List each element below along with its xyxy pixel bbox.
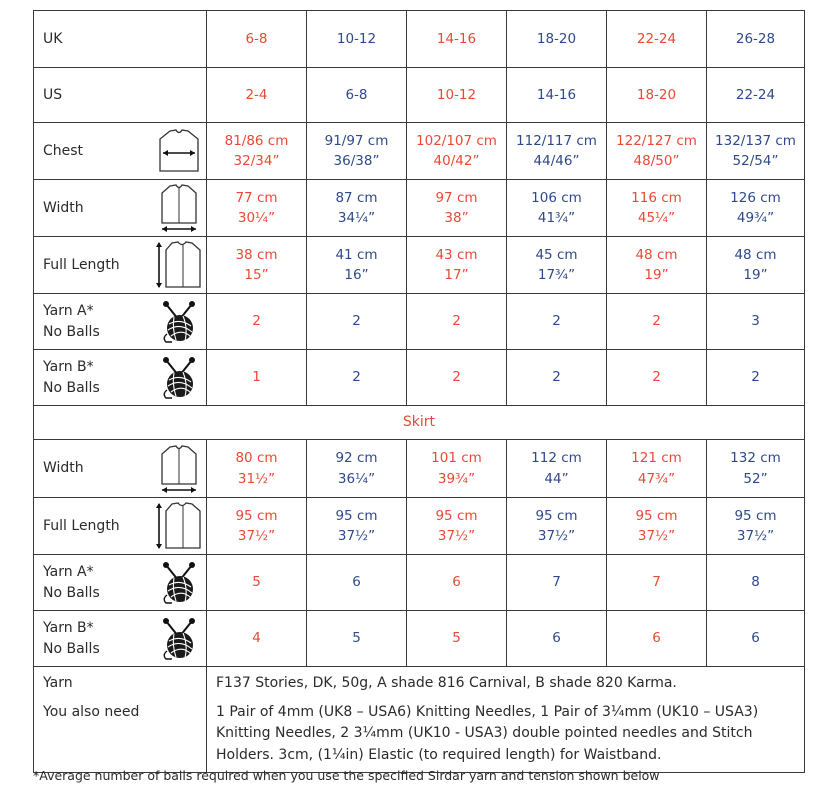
size-chart-table (33, 10, 805, 773)
materials-info (207, 667, 805, 773)
table-cell: 8 (707, 555, 805, 611)
table-cell: 6 (707, 611, 805, 667)
yarn-label: Yarn (43, 675, 73, 691)
table-cell: 14-16 (407, 11, 507, 68)
table-cell: 77 cm 30¼” (207, 180, 307, 237)
width-measure-icon (152, 440, 207, 498)
table-cell: 10-12 (407, 68, 507, 123)
table-row (34, 180, 805, 237)
table-cell: 6 (507, 611, 607, 667)
table-cell: 41 cm 16” (307, 237, 407, 294)
section-heading-skirt: Skirt (34, 406, 805, 440)
row-label: Yarn A* No Balls (34, 555, 152, 611)
table-cell: 45 cm 17¾” (507, 237, 607, 294)
table-cell: 1 (207, 350, 307, 406)
table-row (34, 123, 805, 180)
table-cell: 95 cm 37½” (607, 498, 707, 555)
table-row (34, 68, 805, 123)
table-cell: 38 cm 15” (207, 237, 307, 294)
row-label: UK (34, 11, 207, 68)
table-cell: 95 cm 37½” (507, 498, 607, 555)
table-cell: 6-8 (207, 11, 307, 68)
table-cell: 101 cm 39¾” (407, 440, 507, 498)
table-cell: 92 cm 36¼” (307, 440, 407, 498)
table-row (34, 350, 805, 406)
table-cell: 10-12 (307, 11, 407, 68)
table-cell: 80 cm 31½” (207, 440, 307, 498)
table-cell: 106 cm 41¾” (507, 180, 607, 237)
row-label: Chest (34, 123, 152, 180)
table-cell: 7 (507, 555, 607, 611)
table-cell: 95 cm 37½” (707, 498, 805, 555)
yarn-ball-icon (152, 555, 207, 611)
table-cell: 112 cm 44” (507, 440, 607, 498)
table-cell: 132 cm 52” (707, 440, 805, 498)
table-cell: 18-20 (607, 68, 707, 123)
table-cell: 126 cm 49¾” (707, 180, 805, 237)
row-label: Width (34, 180, 152, 237)
table-cell: 5 (207, 555, 307, 611)
row-label: Yarn B* No Balls (34, 350, 152, 406)
table-cell: 4 (207, 611, 307, 667)
table-cell: 95 cm 37½” (407, 498, 507, 555)
row-label: Yarn B* No Balls (34, 611, 152, 667)
table-row (34, 294, 805, 350)
width-measure-icon (152, 180, 207, 237)
table-row (34, 498, 805, 555)
table-cell: 2 (307, 294, 407, 350)
table-cell: 2 (307, 350, 407, 406)
table-cell: 2 (607, 350, 707, 406)
table-cell: 2 (707, 350, 805, 406)
table-row (34, 11, 805, 68)
table-cell: 2 (507, 294, 607, 350)
chest-measure-icon (152, 123, 207, 180)
table-cell: 22-24 (607, 11, 707, 68)
length-measure-icon (152, 237, 207, 294)
table-cell: 95 cm 37½” (207, 498, 307, 555)
table-cell: 6 (307, 555, 407, 611)
footnote: *Average number of balls required when you use the specified Sirdar yarn and tension shown below (33, 768, 660, 783)
table-cell: 81/86 cm 32/34” (207, 123, 307, 180)
yarn-ball-icon (152, 350, 207, 406)
table-cell: 22-24 (707, 68, 805, 123)
table-cell: 14-16 (507, 68, 607, 123)
table-cell: 116 cm 45¼” (607, 180, 707, 237)
table-row (34, 237, 805, 294)
row-label: US (34, 68, 207, 123)
row-label: Width (34, 440, 152, 498)
table-row (34, 611, 805, 667)
table-cell: 5 (307, 611, 407, 667)
table-cell: 132/137 cm 52/54” (707, 123, 805, 180)
also-need-text: 1 Pair of 4mm (UK8 – USA6) Knitting Needles, 1 Pair of 3¼mm (UK10 – USA3) Knitting Needles, 2 3¼mm (UK10 - USA3) double pointed needles and Stitch Holders. 3cm, (1¼in) Elastic (to required length) for Waistband. (216, 703, 759, 764)
table-cell: 6-8 (307, 68, 407, 123)
table-cell: 97 cm 38” (407, 180, 507, 237)
table-cell: 3 (707, 294, 805, 350)
yarn-text: F137 Stories, DK, 50g, A shade 816 Carnival, B shade 820 Karma. (216, 675, 677, 691)
table-cell: 6 (407, 555, 507, 611)
row-label: Full Length (34, 237, 152, 294)
table-cell: 6 (607, 611, 707, 667)
table-cell: 87 cm 34¼” (307, 180, 407, 237)
yarn-ball-icon (152, 294, 207, 350)
table-cell: 2 (507, 350, 607, 406)
yarn-ball-icon (152, 611, 207, 667)
table-cell: 95 cm 37½” (307, 498, 407, 555)
table-cell: 122/127 cm 48/50” (607, 123, 707, 180)
table-cell: 2 (407, 294, 507, 350)
length-measure-icon (152, 498, 207, 555)
row-label: Yarn A* No Balls (34, 294, 152, 350)
section-row (34, 406, 805, 440)
table-cell: 5 (407, 611, 507, 667)
table-cell: 18-20 (507, 11, 607, 68)
materials-row (34, 667, 805, 773)
table-cell: 112/117 cm 44/46” (507, 123, 607, 180)
table-cell: 48 cm 19” (707, 237, 805, 294)
table-cell: 2 (607, 294, 707, 350)
table-cell: 121 cm 47¾” (607, 440, 707, 498)
table-cell: 48 cm 19” (607, 237, 707, 294)
table-row (34, 440, 805, 498)
table-cell: 2 (407, 350, 507, 406)
table-cell: 2-4 (207, 68, 307, 123)
also-need-label: You also need (43, 703, 140, 720)
table-cell: 26-28 (707, 11, 805, 68)
materials-labels (34, 667, 207, 773)
row-label: Full Length (34, 498, 152, 555)
table-cell: 91/97 cm 36/38” (307, 123, 407, 180)
table-cell: 43 cm 17” (407, 237, 507, 294)
table-cell: 102/107 cm 40/42” (407, 123, 507, 180)
table-row (34, 555, 805, 611)
table-cell: 7 (607, 555, 707, 611)
table-cell: 2 (207, 294, 307, 350)
